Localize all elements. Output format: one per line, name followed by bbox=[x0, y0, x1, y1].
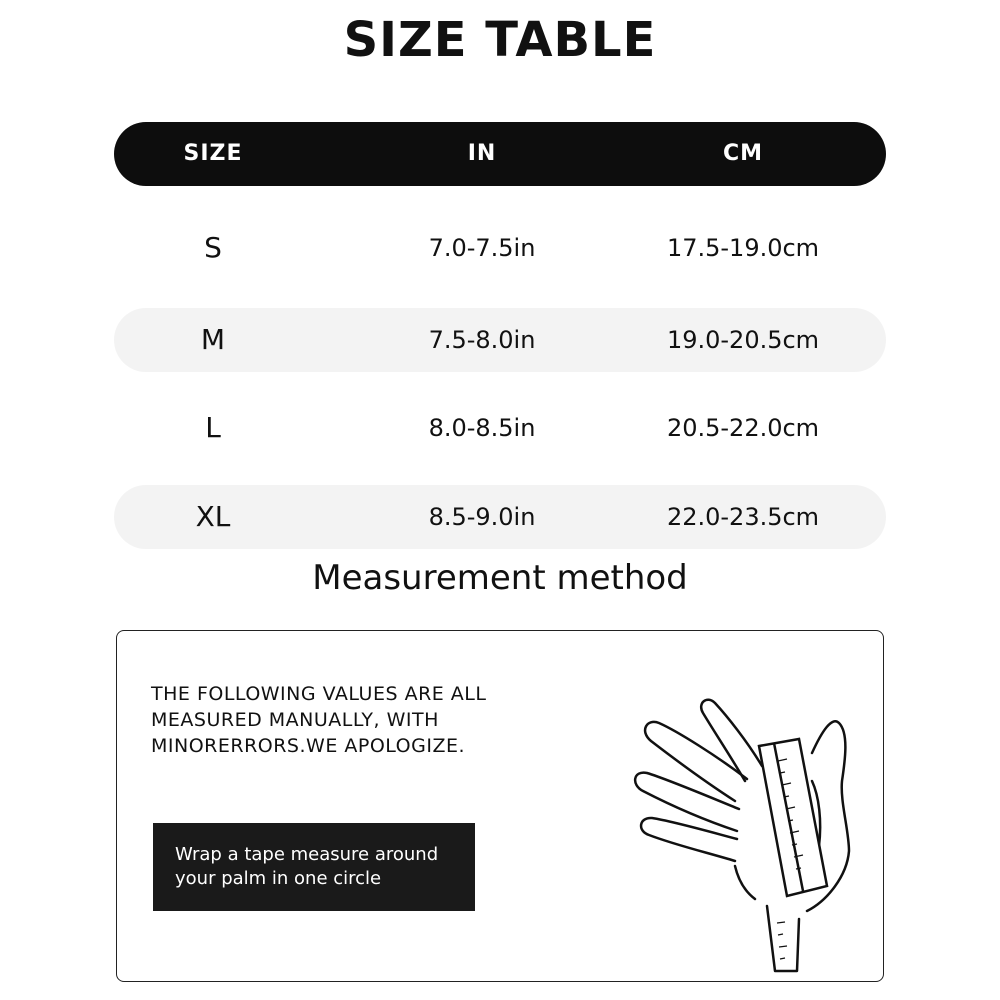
table-row bbox=[114, 308, 886, 372]
instruction-line: your palm in one circle bbox=[175, 868, 382, 889]
table-header bbox=[114, 122, 886, 186]
table-row bbox=[114, 396, 886, 460]
cm-cell: 22.0-23.5cm bbox=[666, 503, 820, 531]
cm-cell: 19.0-20.5cm bbox=[666, 326, 820, 354]
instruction-box bbox=[153, 823, 475, 911]
table-row bbox=[114, 485, 886, 549]
inch-cell: 7.0-7.5in bbox=[428, 234, 536, 262]
size-cell: XL bbox=[195, 500, 231, 533]
note-line: THE FOLLOWING VALUES ARE ALL bbox=[151, 683, 487, 705]
header-cm: CM bbox=[722, 141, 764, 166]
header-size: SIZE bbox=[183, 141, 243, 166]
inch-cell: 8.5-9.0in bbox=[428, 503, 536, 531]
measurement-method-title: Measurement method bbox=[312, 558, 688, 598]
page-title: SIZE TABLE bbox=[343, 12, 657, 68]
size-cell: S bbox=[204, 231, 222, 264]
note-line: MEASURED MANUALLY, WITH bbox=[151, 709, 439, 731]
size-cell: M bbox=[200, 323, 226, 356]
cm-cell: 17.5-19.0cm bbox=[666, 234, 820, 262]
note-line: MINORERRORS.WE APOLOGIZE. bbox=[151, 735, 466, 757]
header-in: IN bbox=[467, 141, 497, 166]
table-row bbox=[114, 216, 886, 280]
measurement-method-box bbox=[116, 630, 884, 982]
inch-cell: 7.5-8.0in bbox=[428, 326, 536, 354]
manual-measurement-note bbox=[151, 681, 571, 759]
cm-cell: 20.5-22.0cm bbox=[666, 414, 820, 442]
size-cell: L bbox=[205, 411, 221, 444]
instruction-line: Wrap a tape measure around bbox=[175, 844, 439, 865]
hand-with-tape-measure-icon bbox=[627, 661, 877, 976]
inch-cell: 8.0-8.5in bbox=[428, 414, 536, 442]
